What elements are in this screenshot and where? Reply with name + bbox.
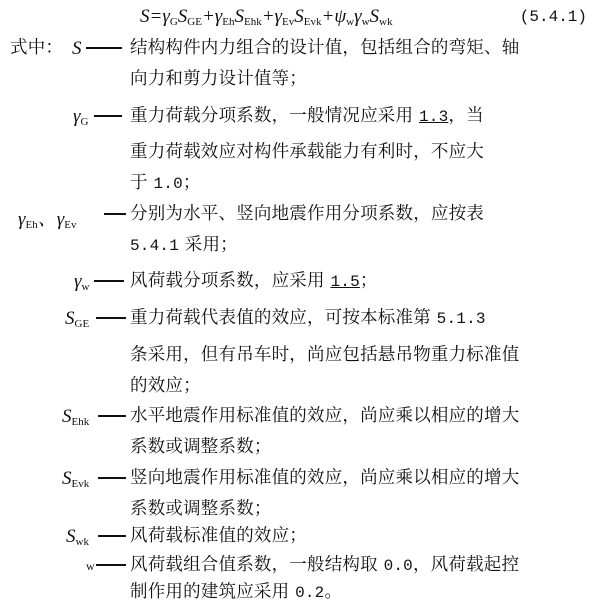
symbol-s-evk: $S_{Evk}$ [62,468,90,490]
definition-line: 系数或调整系数； [130,499,272,519]
definition-line: 竖向地震作用标准值的效应，尚应乘以相应的增大 [130,468,520,488]
dash [98,415,126,417]
symbol-gamma-eh-ev: $\gamma_{Eh}$、$\gamma_{Ev}$ [18,209,77,231]
symbol-gamma-w: $\gamma_w$ [74,271,90,293]
equation-row [0,2,595,32]
dash [98,535,126,537]
symbol-s-wk: $S_{wk}$ [66,526,89,548]
definition-line: 制作用的建筑应采用 0.2。 [130,582,343,602]
symbol-gamma-g: $\gamma_G$ [73,106,89,128]
symbol-s: S [72,38,82,59]
dash [104,213,126,215]
symbol-s-ge: $S_{GE}$ [65,308,90,330]
intro-label: 式中： [10,38,64,58]
dash [94,280,124,282]
symbol-s-ehk: $S_{Ehk}$ [62,406,90,428]
definition-line: 风荷载组合值系数，一般结构取 0.0，风荷载起控 [130,555,520,575]
dash [96,564,126,566]
definition-line: 于 1.0； [130,173,201,193]
equation-number: (5.4.1) [519,8,587,26]
definition-line: 水平地震作用标准值的效应，尚应乘以相应的增大 [130,406,520,426]
dash [96,317,126,319]
definition-line: 重力荷载代表值的效应，可按本标准第 5.1.3 [130,308,486,328]
definition-line: 5.4.1 采用； [130,235,238,255]
definition-line: 风荷载分项系数，应采用 1.5； [130,271,378,291]
definition-line: 向力和剪力设计值等； [130,69,307,89]
definition-line: 分别为水平、竖向地震作用分项系数，应按表 [130,204,484,224]
definition-line: 条采用，但有吊车时，尚应包括悬吊物重力标准值 [130,345,520,365]
symbol-w: w [86,559,95,573]
definition-line: 重力荷载效应对构件承载能力有利时，不应大 [130,142,484,162]
definition-line: 的效应； [130,376,201,396]
dash [86,47,122,49]
dash [98,477,126,479]
definition-line: 风荷载标准值的效应； [130,526,307,546]
equation-formula: $S=\gamma_GS_{GE}+\gamma_{Eh}S_{Ehk}+\gamma_{Ev}S_{Evk}+\psi_w\gamma_wS_{wk}$ [140,6,393,28]
definition-line: 重力荷载分项系数，一般情况应采用 1.3，当 [130,106,484,126]
dash [94,115,122,117]
definition-line: 系数或调整系数； [130,437,272,457]
definition-line: 结构构件内力组合的设计值，包括组合的弯矩、轴 [130,38,520,58]
